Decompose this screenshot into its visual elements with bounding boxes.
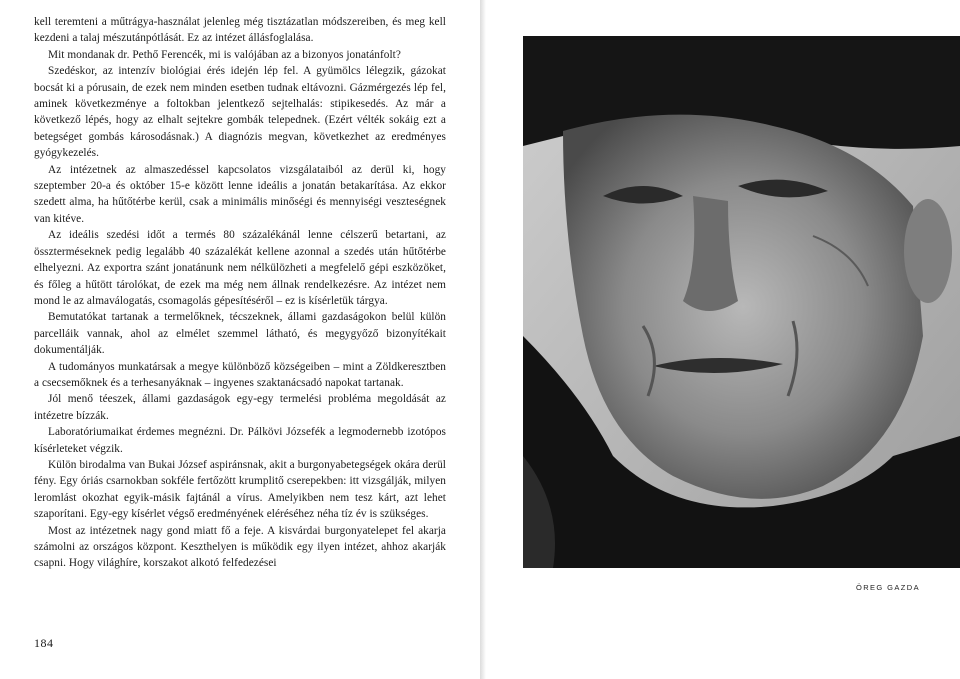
paragraph: Szedéskor, az intenzív biológiai érés idején lép fel. A gyümölcs lélegzik, gázokat bocsát ki a pórusain, de ezek nem minden esetben tudnak eltávozni. Gázmérgezés lép fel, aminek következménye a foltokban jelentkező sejtelhalás: stipikesedés. Az már a következő lépés, hogy az elhalt sejtekre gombák telepednek. (Ezért vélték sokáig ezt a betegséget gombás károsodásnak.) A diagnózis megvan, következhet az eredményes gyógykezelés. xyxy=(34,65,446,160)
paragraph: Most az intézetnek nagy gond miatt fő a feje. A kisvárdai burgonyatelepet fel akarja számolni az országos központ. Keszthelyen is működik egy ilyen intézet, ahhoz akarják csapni. Hogy világhíre, korszakot alkotó felfedezései xyxy=(34,524,446,570)
paragraph: Mit mondanak dr. Pethő Ferencék, mi is valójában az a bizonyos jonatánfolt? xyxy=(48,48,401,61)
paragraph: A tudományos munkatársak a megye különböző községeiben – mint a Zöldkeresztben a csecsemőknek és a terhesanyáknak – ingyenes szaktanácsadó napokat tartanak. xyxy=(34,360,446,389)
page-number: 184 xyxy=(34,636,54,650)
paragraph: Bemutatókat tartanak a termelőknek, técszeknek, állami gazdaságokon belül külön parcelláik vannak, ahol az elmélet szemmel látható, és megygyőző bizonyítékait dokumentálják. xyxy=(34,311,446,357)
paragraph: Laboratóriumaikat érdemes megnézni. Dr. Pálkövi Józsefék a legmodernebb izotópos kísérleteket végzik. xyxy=(34,426,446,455)
photo-caption: ÖREG GAZDA xyxy=(855,583,920,592)
paragraph: Külön birodalma van Bukai József aspiránsnak, akit a burgonyabetegségek okára derül fény. Egy óriás csarnokban sokféle fertőzött krumplitő cserepekben: itt vizsgálják, milyen leromlást okozhat egyik-másik fajtánál a vírus. Amelyikben nem tesz kárt, azt lehet szaporítani. Egy-egy kísérlet végső eredményének eléréséhez néha tíz év is szükséges. xyxy=(34,458,446,521)
paragraph: Az ideális szedési időt a termés 80 százalékánál lenne célszerű betartani, az összterméseknek pedig legalább 40 százalékát kellene azonnal a szedés után hűtőtérbe elhelyezni. Az exportra szánt jonatánunk nem nélkülözheti a megfelelő gépi eszközöket, és főleg a hűtött tárolókat, de ezek ma még nem állnak rendelkezésre. Az intézet nem mond le az almaválogatás, csomagolás gépesítéséről – ez is kísérletük tárgya. xyxy=(34,229,446,307)
right-page xyxy=(480,0,960,679)
paragraph: Az intézetnek az almaszedéssel kapcsolatos vizsgálataiból az derül ki, hogy szeptember 20-a és október 15-e között lenne ideális a jonatán betakarítása. Az ekkor szedett alma, ha hűtőtérbe kerül, csak a minimális minőségi és mennyiségi veszteségnek van kitéve. xyxy=(34,163,446,225)
article-text xyxy=(34,14,446,572)
paragraph: kell teremteni a műtrágya-használat jelenleg még tisztázatlan módszereiben, és meg kell kezdeni a talaj mészutánpótlását. Ez az intézet állásfoglalása. xyxy=(34,16,446,45)
gutter-shadow xyxy=(480,0,486,679)
paragraph: Jól menő téeszek, állami gazdaságok egy-egy termelési probléma megoldását az intézetre bízzák. xyxy=(34,393,446,422)
portrait-photo-icon xyxy=(523,36,960,568)
